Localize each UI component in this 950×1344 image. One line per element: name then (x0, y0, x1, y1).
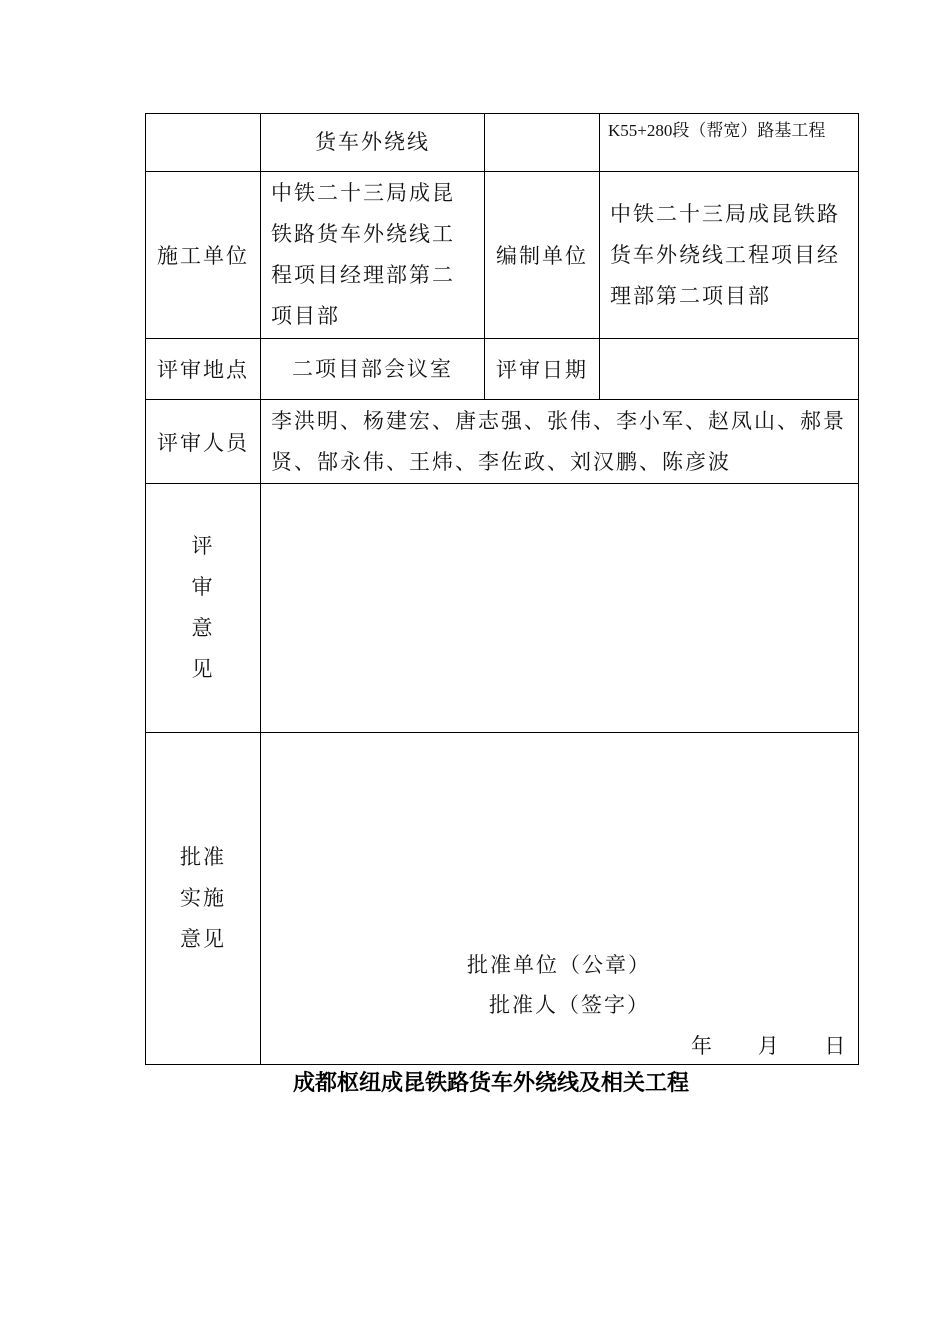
project-row (146, 114, 859, 172)
approval-unit-seal: 批准单位（公章） (467, 953, 651, 977)
reviewers-value: 李洪明、杨建宏、唐志强、张伟、李小军、赵凤山、郝景贤、郜永伟、王炜、李佐政、刘汉鹏、陈彦波 (261, 400, 859, 484)
project-section: K55+280段（帮宽）路基工程 (600, 114, 859, 172)
review-opinion-label (146, 484, 261, 733)
construction-unit-label: 施工单位 (146, 172, 261, 339)
opinion-row (146, 484, 859, 733)
date-day: 日 (824, 1034, 846, 1058)
approval-opinion-label (146, 733, 261, 1065)
label-char: 审 (191, 575, 215, 599)
review-opinion-value (261, 484, 859, 733)
location-value: 二项目部会议室 (261, 339, 485, 400)
project-blank-cell (485, 114, 600, 172)
reviewers-label: 评审人员 (146, 400, 261, 484)
location-row (146, 339, 859, 400)
approver-signature: 批准人（签字） (489, 993, 650, 1017)
label-line: 批准 (180, 845, 226, 869)
units-row (146, 172, 859, 339)
label-char: 意 (191, 616, 215, 640)
review-date-value (600, 339, 859, 400)
label-char: 见 (191, 657, 215, 681)
location-label: 评审地点 (146, 339, 261, 400)
review-form-table (145, 113, 859, 1065)
project-label-cell (146, 114, 261, 172)
date-year: 年 (691, 1034, 712, 1058)
review-date-label: 评审日期 (485, 339, 600, 400)
reviewers-row (146, 400, 859, 484)
compiler-label: 编制单位 (485, 172, 600, 339)
footer-title: 成都枢纽成昆铁路货车外绕线及相关工程 (292, 1070, 689, 1096)
label-line: 实施 (180, 886, 226, 910)
project-line: 货车外绕线 (261, 114, 485, 172)
approval-date (691, 1030, 845, 1060)
label-char: 评 (191, 534, 215, 558)
approval-row (146, 733, 859, 1065)
date-month: 月 (757, 1034, 779, 1058)
label-line: 意见 (180, 927, 226, 951)
approval-opinion-value (261, 733, 859, 1065)
compiler-value: 中铁二十三局成昆铁路货车外绕线工程项目经理部第二项目部 (600, 172, 859, 339)
construction-unit-value: 中铁二十三局成昆铁路货车外绕线工程项目经理部第二项目部 (261, 172, 485, 339)
